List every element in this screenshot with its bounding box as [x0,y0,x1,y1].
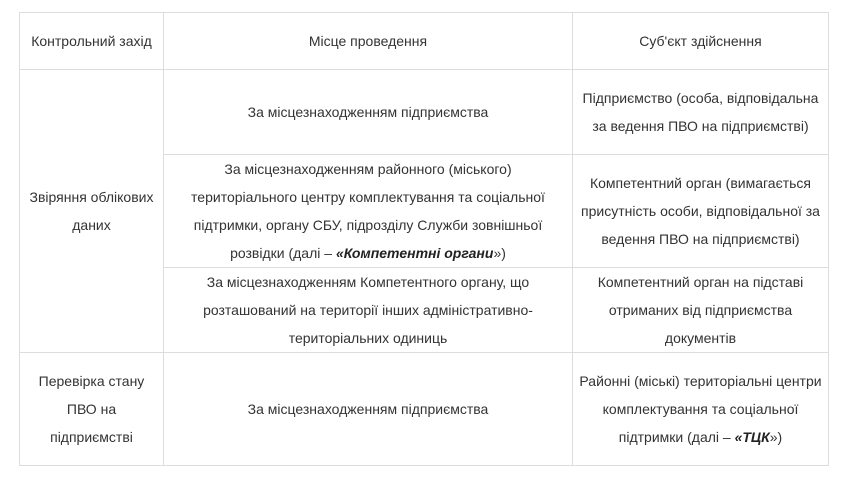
subject-text: Районні (міські) територіальні центри комплектування та соціальної підтримки (далі – [579,373,822,445]
subject-text-end: ») [769,429,783,445]
control-measures-table [19,12,829,466]
subject-cell: Компетентний орган на підставі отриманих від підприємства документів [573,268,829,353]
place-text-end: ») [493,245,506,261]
measure-inspection: Перевірка стану ПВО на підприємстві [20,353,164,466]
header-measure: Контрольний захід [20,13,164,70]
table-header-row [20,13,829,70]
place-cell: За місцезнаходженням Компетентного органу, що розташований на території інших адміністративно-територіальних одиниць [164,268,573,353]
table-row [20,70,829,155]
subject-cell [573,353,829,466]
place-text: За місцезнаходженням районного (міського) територіального центру комплектування та соціальної підтримки, органу СБУ, підрозділу Служби зовнішньої розвідки (далі – [191,161,545,261]
place-cell [164,155,573,268]
place-cell: За місцезнаходженням підприємства [164,70,573,155]
place-cell: За місцезнаходженням підприємства [164,353,573,466]
subject-emphasis: «ТЦК [734,429,770,445]
measure-reconciliation: Звіряння облікових даних [20,70,164,353]
header-place: Місце проведення [164,13,573,70]
table-row [20,353,829,466]
place-emphasis: «Компетентні органи [335,245,494,261]
header-subject: Суб'єкт здійснення [573,13,829,70]
subject-cell: Компетентний орган (вимагається присутність особи, відповідальної за ведення ПВО на підприємстві) [573,155,829,268]
subject-cell: Підприємство (особа, відповідальна за ведення ПВО на підприємстві) [573,70,829,155]
